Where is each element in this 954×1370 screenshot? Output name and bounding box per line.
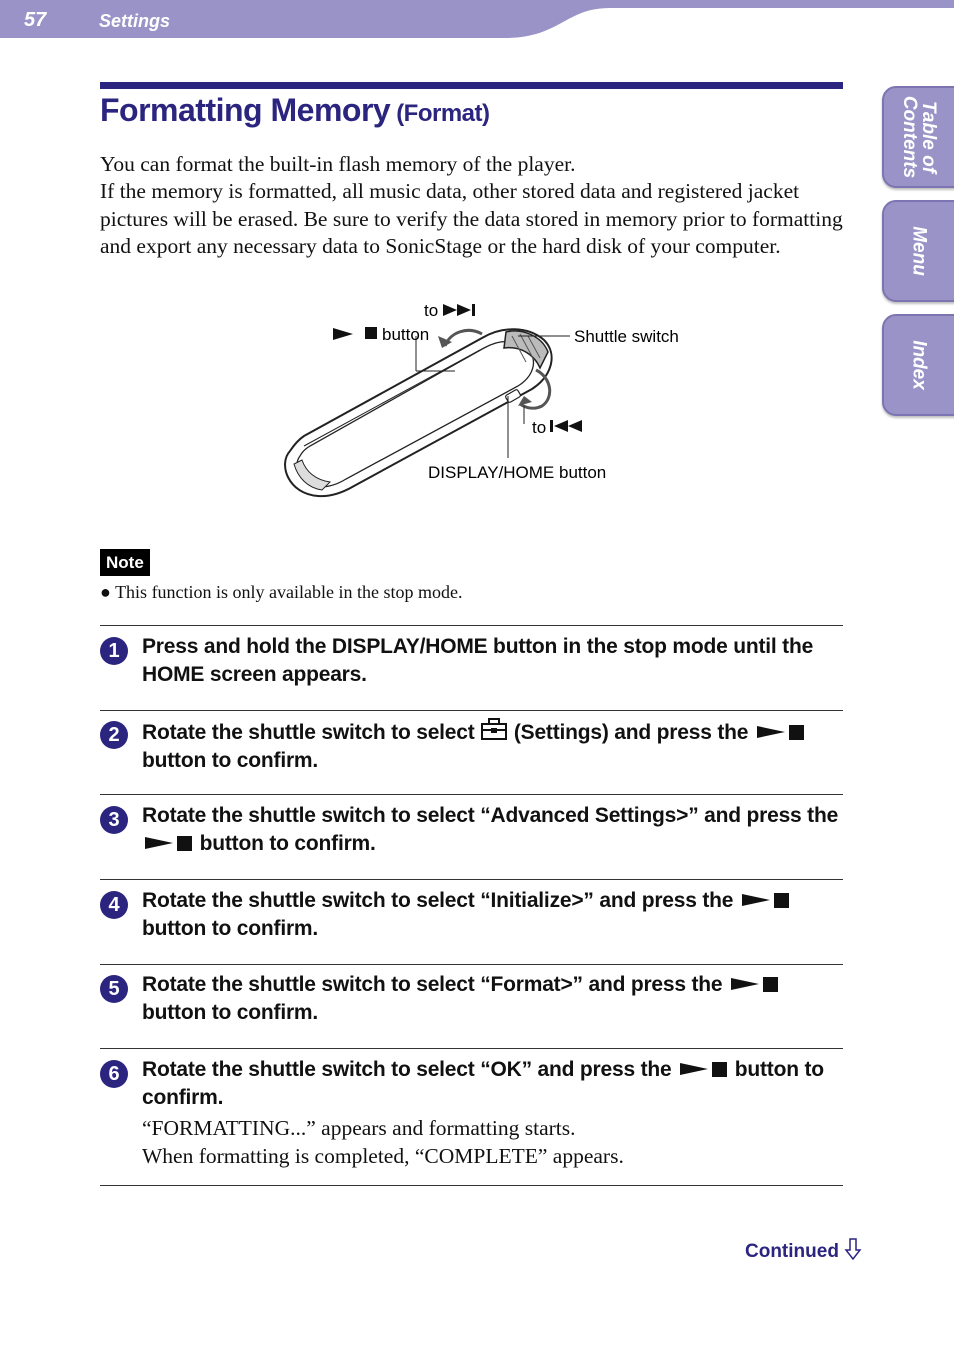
page-title-main: Formatting Memory [100, 92, 391, 128]
divider [100, 1048, 843, 1049]
play-stop-icon [728, 975, 780, 993]
step-text-part: Rotate the shuttle switch to select “Initialize>” and press the [142, 889, 739, 912]
play-stop-icon [739, 891, 791, 909]
toolbox-icon [480, 717, 508, 741]
step-instruction [142, 802, 840, 857]
step-2 [100, 717, 840, 774]
label-to-previous: to [532, 418, 547, 437]
step-number: 3 [100, 806, 128, 834]
next-track-icon [443, 304, 475, 316]
result-line: When formatting is completed, “COMPLETE” appears. [142, 1144, 624, 1168]
tab-table-of-contents[interactable] [882, 86, 954, 188]
divider [100, 879, 843, 880]
step-text-part: button to confirm. [142, 916, 319, 940]
step-text-part: button to confirm. [142, 1058, 824, 1109]
page-title-sub: (Format) [396, 100, 490, 127]
step-instruction [142, 1056, 840, 1111]
note-heading: Note [100, 549, 150, 576]
divider [100, 625, 843, 626]
arrow-down-icon [844, 1238, 862, 1260]
step-5 [100, 971, 840, 1026]
step-text-part: (Settings) and press the [508, 721, 754, 744]
title-rule [100, 82, 843, 89]
continued-label: Continued [745, 1241, 839, 1262]
step-instruction [142, 887, 840, 942]
intro-paragraph: If the memory is formatted, all music data, other stored data and registered jacket pictures will be erased. Be sure to verify the data stored in memory prior to formatting and export any necessary data to SonicStage or the hard disk of your computer. [100, 179, 843, 258]
note-item [100, 582, 463, 603]
step-number: 5 [100, 975, 128, 1003]
page-title [100, 92, 490, 129]
step-text-part: button to confirm. [142, 748, 319, 772]
divider [100, 964, 843, 965]
tab-index[interactable] [882, 314, 954, 416]
play-stop-icon [333, 327, 377, 340]
step-4 [100, 887, 840, 942]
label-display-home: DISPLAY/HOME button [428, 463, 607, 482]
label-to-next: to [424, 301, 439, 320]
step-number: 4 [100, 891, 128, 919]
step-instruction [142, 717, 840, 774]
note-text: This function is only available in the stop mode. [115, 582, 463, 602]
bullet-icon: ● [100, 582, 111, 602]
label-button: button [382, 325, 430, 344]
step-3 [100, 802, 840, 857]
step-6 [100, 1056, 840, 1170]
step-result [142, 1114, 840, 1170]
intro-text [100, 151, 845, 260]
tab-label: Index [908, 340, 930, 390]
step-text-part: Rotate the shuttle switch to select [142, 721, 481, 744]
step-1 [100, 633, 840, 688]
step-instruction [142, 633, 840, 688]
divider [100, 794, 843, 795]
step-number: 2 [100, 721, 128, 749]
continued-link[interactable] [745, 1238, 862, 1263]
step-instruction [142, 971, 840, 1026]
step-text-part: Rotate the shuttle switch to select “OK” and press the [142, 1058, 678, 1081]
play-stop-icon [677, 1060, 729, 1078]
result-line: “FORMATTING...” appears and formatting starts. [142, 1116, 576, 1140]
tab-label: Table of Contents [898, 95, 939, 179]
step-text-part: Press and hold the DISPLAY/HOME button in the stop mode until the HOME screen appears. [142, 635, 814, 686]
step-number: 6 [100, 1060, 128, 1088]
tab-label: Menu [908, 226, 930, 276]
step-number: 1 [100, 637, 128, 665]
divider [100, 1185, 843, 1186]
player-drawing [270, 296, 690, 506]
step-text-part: Rotate the shuttle switch to select “Format>” and press the [142, 973, 729, 996]
step-text-part: Rotate the shuttle switch to select “Advanced Settings>” and press the [142, 804, 839, 827]
intro-paragraph: You can format the built-in flash memory of the player. [100, 152, 576, 176]
step-text-part: button to confirm. [142, 1000, 319, 1024]
previous-track-icon [550, 420, 582, 432]
step-text-part: button to confirm. [194, 831, 376, 855]
player-illustration [270, 296, 690, 506]
page-number: 57 [24, 9, 47, 31]
divider [100, 710, 843, 711]
play-stop-icon [142, 834, 194, 852]
tab-menu[interactable] [882, 200, 954, 302]
header-banner [0, 0, 954, 40]
section-name: Settings [99, 11, 171, 31]
label-shuttle-switch: Shuttle switch [574, 327, 679, 346]
play-stop-icon [754, 723, 806, 741]
